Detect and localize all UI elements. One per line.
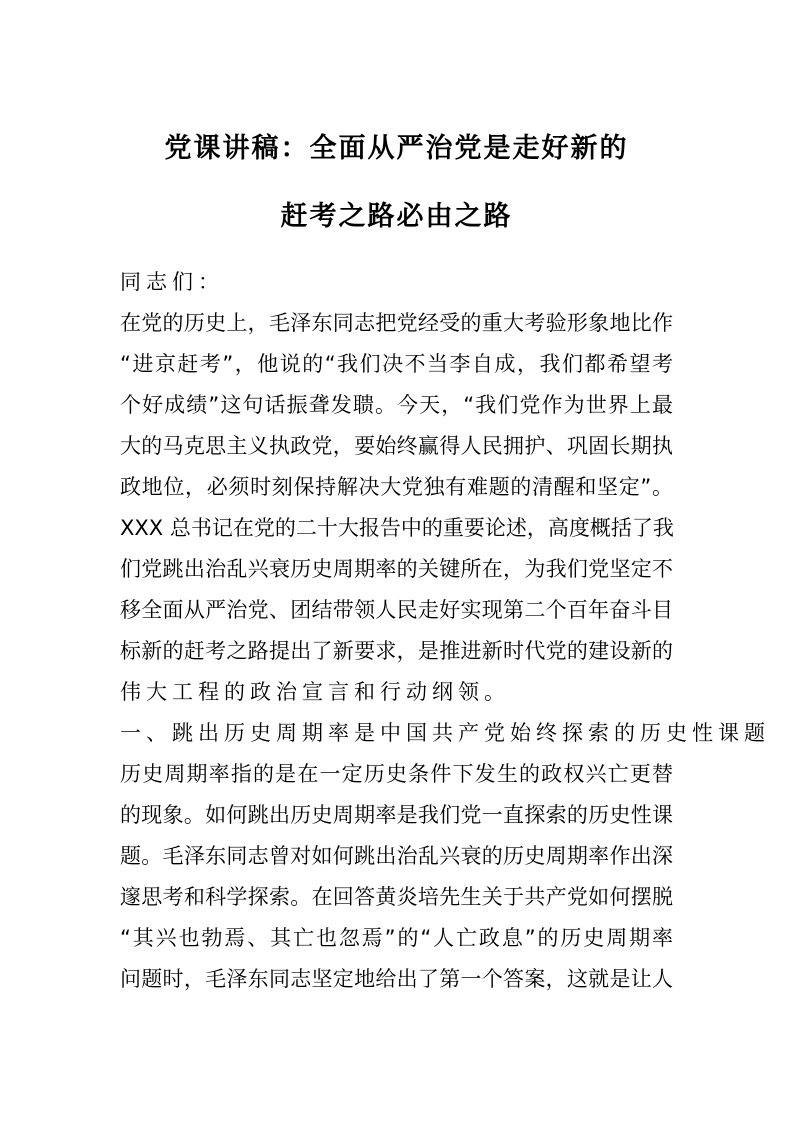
body-line: 邃思考和科学探索。在回答黄炎培先生关于共产党如何摆脱 [120,885,673,909]
document-body [120,262,770,1000]
salutation: 同志们： [120,270,224,294]
body-line: 问题时，毛泽东同志坚定地给出了第一个答案，这就是让人 [120,967,673,991]
body-line: XXX 总书记在党的二十大报告中的重要论述，高度概括了我 [120,516,674,540]
section-heading: 一、跳出历史周期率是中国共产党始终探索的历史性课题 [120,721,770,745]
body-line: 移全面从严治党、团结带领人民走好实现第二个百年奋斗目 [120,598,673,622]
body-line: 们党跳出治乱兴衰历史周期率的关键所在，为我们党坚定不 [120,557,673,581]
body-line: 的现象。如何跳出历史周期率是我们党一直探索的历史性课 [120,803,673,827]
body-line: “其兴也勃焉、其亡也忽焉”的“人亡政息”的历史周期率 [120,926,673,950]
body-line: 大的马克思主义执政党，要始终赢得人民拥护、巩固长期执 [120,434,673,458]
body-line: 题。毛泽东同志曾对如何跳出治乱兴衰的历史周期率作出深 [120,844,673,868]
body-line: 历史周期率指的是在一定历史条件下发生的政权兴亡更替 [120,762,673,786]
body-line: 标新的赶考之路提出了新要求，是推进新时代党的建设新的 [120,639,673,663]
document-title-line-1: 党课讲稿：全面从严治党是走好新的 [164,133,629,164]
document-title-line-2: 赶考之路必由之路 [280,201,513,232]
body-line: 个好成绩”这句话振聋发聩。今天，“我们党作为世界上最 [120,393,673,417]
body-line: 伟大工程的政治宣言和行动纲领。 [120,680,510,704]
body-line: 在党的历史上，毛泽东同志把党经受的重大考验形象地比作 [120,311,673,335]
body-line: “进京赶考”，他说的“我们决不当李自成，我们都希望考 [120,352,673,376]
body-line: 政地位，必须时刻保持解决大党独有难题的清醒和坚定”。 [120,475,673,499]
